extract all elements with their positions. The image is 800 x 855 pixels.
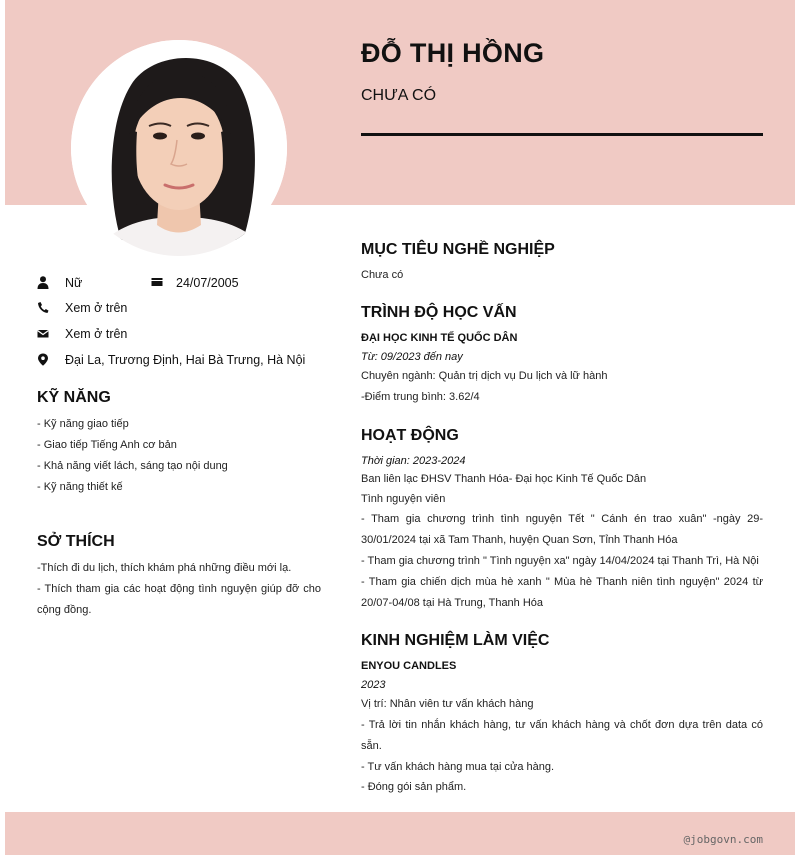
address-value: Đại La, Trương Định, Hai Bà Trưng, Hà Nội [65,353,306,367]
experience-duty: - Đóng gói sản phẩm. [361,781,467,793]
activity-item: - Tham gia chương trình " Tình nguyện xa" ngày 14/04/2024 tại Thanh Trì, Hà Nội [361,555,759,567]
candidate-position: CHƯA CÓ [361,87,437,104]
school-name: ĐẠI HỌC KINH TẾ QUỐC DÂN [361,332,518,344]
skill-item: - Kỹ năng thiết kế [37,481,123,493]
phone-value: Xem ở trên [65,301,128,315]
activities-heading: HOẠT ĐỘNG [361,427,459,444]
activity-item: - Tham gia chương trình tình nguyện Tết " Cánh én trao xuân" -ngày 29-30/01/2024 tại xã Tam Thanh, huyện Quan Sơn, Tỉnh Thanh Hóa [361,513,763,546]
portrait-illustration [71,40,287,256]
experience-year: 2023 [361,679,386,691]
activities-role: Tình nguyện viên [361,493,446,505]
hobby-item: - Thích tham gia các hoạt động tình nguyện giúp đỡ cho cộng đồng. [37,583,321,616]
birthday-value: 24/07/2005 [176,276,239,290]
candidate-name: ĐỖ THỊ HỒNG [361,38,545,68]
email-value: Xem ở trên [65,327,128,341]
contact-gender [37,276,157,292]
calendar-icon [151,276,163,289]
skill-item: - Khả năng viết lách, sáng tạo nội dung [37,460,228,472]
objective-heading: MỤC TIÊU NGHỀ NGHIỆP [361,241,555,258]
contact-address [37,353,327,369]
gender-value: Nữ [65,276,83,290]
person-icon [37,276,49,289]
activities-organization: Ban liên lạc ĐHSV Thanh Hóa- Đại học Kinh Tế Quốc Dân [361,473,647,485]
skills-heading: KỸ NĂNG [37,389,111,406]
skill-item: - Giao tiếp Tiếng Anh cơ bản [37,439,177,451]
education-gpa: -Điểm trung bình: 3.62/4 [361,391,480,403]
watermark-link[interactable]: @jobgovn.com [683,833,763,846]
contact-birthday [151,276,291,292]
experience-duty: - Trả lời tin nhắn khách hàng, tư vấn khách hàng và chốt đơn dựa trên data có sẵn. [361,719,763,752]
activity-item: - Tham gia chiến dịch mùa hè xanh " Mùa hè Thanh niên tình nguyện" 2024 từ 20/07-04/08 tại Hà Trung, Thanh Hóa [361,576,763,609]
profile-photo [71,40,287,256]
education-major: Chuyên ngành: Quản trị dịch vụ Du lịch và lữ hành [361,370,608,382]
company-name: ENYOU CANDLES [361,660,457,672]
objective-text: Chưa có [361,269,404,281]
experience-heading: KINH NGHIỆM LÀM VIỆC [361,632,550,649]
education-period: Từ: 09/2023 đến nay [361,351,463,363]
experience-duty: - Tư vấn khách hàng mua tại cửa hàng. [361,761,555,773]
title-divider [361,133,763,136]
education-heading: TRÌNH ĐỘ HỌC VẤN [361,304,517,321]
location-pin-icon [37,353,49,366]
experience-position: Vị trí: Nhân viên tư vấn khách hàng [361,698,534,710]
hobby-item: -Thích đi du lịch, thích khám phá những điều mới lạ. [37,562,292,574]
contact-phone [37,301,237,317]
hobbies-heading: SỞ THÍCH [37,533,115,550]
contact-email [37,327,237,343]
skill-item: - Kỹ năng giao tiếp [37,418,129,430]
envelope-icon [37,327,49,340]
footer-band [5,812,795,855]
activities-period: Thời gian: 2023-2024 [361,455,466,467]
phone-icon [37,301,49,314]
